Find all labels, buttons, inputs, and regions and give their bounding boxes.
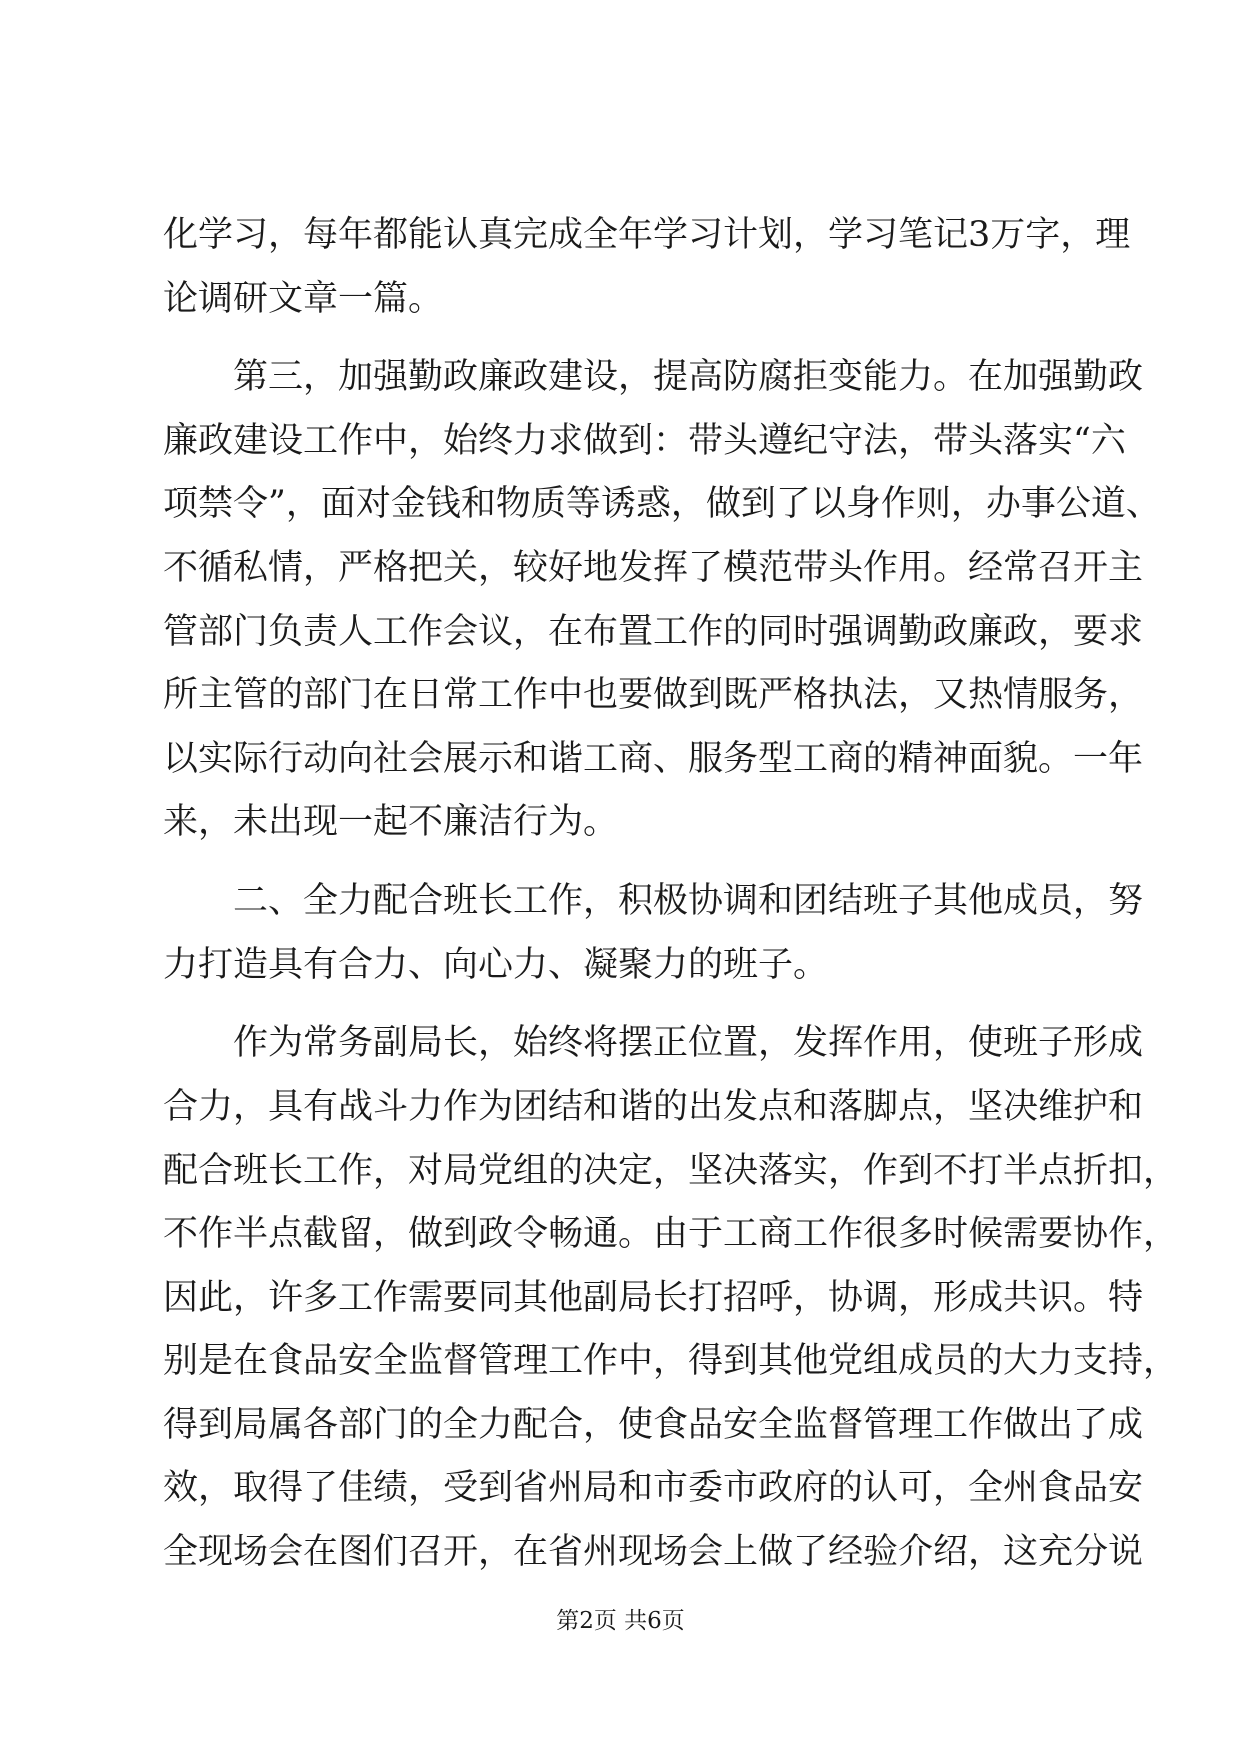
text-line: 论调研文章一篇。: [163, 279, 444, 319]
text-line: 不循私情，严格把关，较好地发挥了模范带头作用。经常召开主: [163, 548, 1144, 588]
page-number-footer: 第2页 共6页: [556, 1608, 685, 1634]
text-line: 合力，具有战斗力作为团结和谐的出发点和落脚点，坚决维护和: [163, 1087, 1144, 1127]
text-line: 不作半点截留，做到政令畅通。由于工商工作很多时候需要协作，: [163, 1214, 1179, 1254]
text-line: 以实际行动向社会展示和谐工商、服务型工商的精神面貌。一年: [163, 739, 1144, 779]
text-line: 别是在食品安全监督管理工作中，得到其他党组成员的大力支持，: [163, 1341, 1179, 1381]
text-line: 项禁令”，面对金钱和物质等诱惑，做到了以身作则，办事公道、: [163, 484, 1161, 524]
text-line: 得到局属各部门的全力配合，使食品安全监督管理工作做出了成: [163, 1405, 1144, 1445]
text-line: 配合班长工作，对局党组的决定，坚决落实，作到不打半点折扣，: [163, 1151, 1179, 1191]
text-line: 化学习，每年都能认真完成全年学习计划，学习笔记3万字，理: [163, 215, 1131, 255]
text-line: 来，未出现一起不廉洁行为。: [163, 802, 619, 842]
text-line: 所主管的部门在日常工作中也要做到既严格执法，又热情服务，: [163, 675, 1144, 715]
section-heading-line: 力打造具有合力、向心力、凝聚力的班子。: [163, 945, 829, 985]
text-line: 全现场会在图们召开，在省州现场会上做了经验介绍，这充分说: [163, 1532, 1144, 1572]
paragraph-first-line: 作为常务副局长，始终将摆正位置，发挥作用，使班子形成: [233, 1023, 1144, 1063]
text-line: 管部门负责人工作会议，在布置工作的同时强调勤政廉政，要求: [163, 612, 1144, 652]
text-line: 因此，许多工作需要同其他副局长打招呼，协调，形成共识。特: [163, 1278, 1144, 1318]
text-line: 效，取得了佳绩，受到省州局和市委市政府的认可，全州食品安: [163, 1468, 1144, 1508]
section-heading-line: 二、全力配合班长工作，积极协调和团结班子其他成员，努: [233, 881, 1144, 921]
text-line: 廉政建设工作中，始终力求做到：带头遵纪守法，带头落实“六: [163, 421, 1126, 461]
paragraph-first-line: 第三，加强勤政廉政建设，提高防腐拒变能力。在加强勤政: [233, 357, 1144, 397]
